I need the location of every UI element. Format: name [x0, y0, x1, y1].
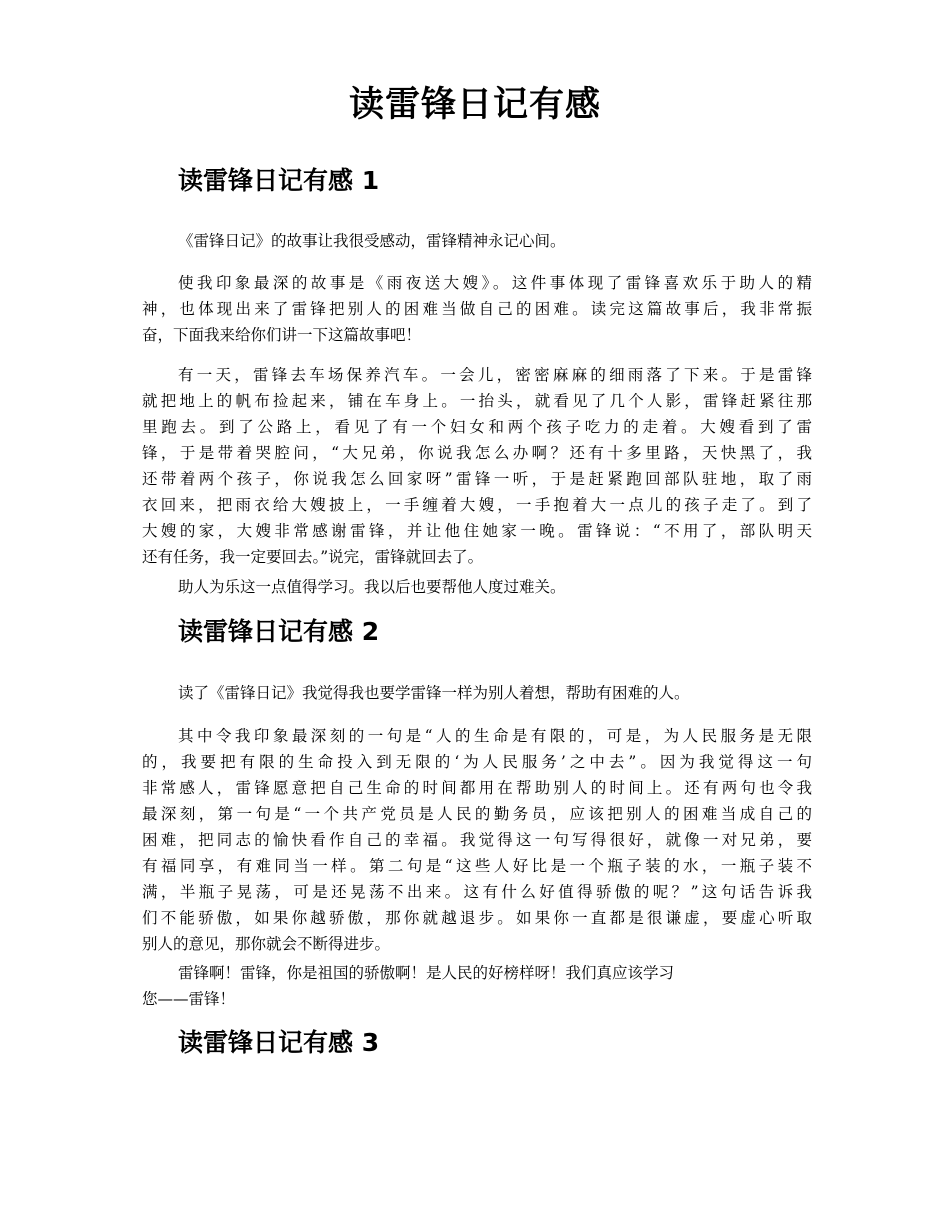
- section-heading-2: 读雷锋日记有感 2: [178, 617, 380, 646]
- paragraph-line: 其中令我印象最深刻的一句是“人的生命是有限的，可是，为人民服务是无限: [178, 727, 812, 745]
- paragraph-line: 助人为乐这一点值得学习。我以后也要帮他人度过难关。: [178, 578, 566, 596]
- paragraph: [142, 270, 812, 348]
- paragraph-line: 非常感人，雷锋愿意把自己生命的时间都用在帮助别人的时间上。还有两句也令我: [142, 779, 812, 797]
- paragraph-line: 使我印象最深的故事是《雨夜送大嫂》。这件事体现了雷锋喜欢乐于助人的精: [178, 274, 812, 292]
- paragraph-line: 还有任务，我一定要回去。”说完，雷锋就回去了。: [142, 548, 484, 566]
- paragraph-line: 里跑去。到了公路上，看见了有一个妇女和两个孩子吃力的走着。大嫂看到了雷: [142, 418, 812, 436]
- section-heading-3: 读雷锋日记有感 3: [178, 1028, 380, 1057]
- paragraph-line: 雷锋啊！雷锋，你是祖国的骄傲啊！是人民的好榜样呀！我们真应该学习: [178, 964, 675, 982]
- paragraph-line: 《雷锋日记》的故事让我很受感动，雷锋精神永记心间。: [178, 232, 566, 250]
- paragraph: [142, 680, 812, 706]
- paragraph: [142, 362, 812, 570]
- paragraph-line: 读了《雷锋日记》我觉得我也要学雷锋一样为别人着想，帮助有困难的人。: [178, 684, 690, 702]
- paragraph-line: 神，也体现出来了雷锋把别人的困难当做自己的困难。读完这篇故事后，我非常振: [142, 300, 812, 318]
- paragraph-line: 您——雷锋！: [142, 990, 236, 1008]
- paragraph-line: 别人的意见，那你就会不断得进步。: [142, 935, 391, 953]
- paragraph: [142, 960, 812, 1012]
- paragraph-line: 最深刻，第一句是“一个共产党员是人民的勤务员，应该把别人的困难当成自己的: [142, 805, 812, 823]
- paragraph-line: 大嫂的家，大嫂非常感谢雷锋，并让他住她家一晚。雷锋说：“不用了，部队明天: [142, 522, 812, 540]
- paragraph: [142, 228, 812, 254]
- paragraph-line: 们不能骄傲，如果你越骄傲，那你就越退步。如果你一直都是很谦虚，要虚心听取: [142, 909, 812, 927]
- section-heading-1: 读雷锋日记有感 1: [178, 166, 380, 195]
- paragraph-line: 有福同享，有难同当一样。第二句是“这些人好比是一个瓶子装的水，一瓶子装不: [142, 857, 812, 875]
- paragraph-line: 锋，于是带着哭腔问，“大兄弟，你说我怎么办啊？还有十多里路，天快黑了，我: [142, 444, 812, 462]
- paragraph-line: 衣回来，把雨衣给大嫂披上，一手缠着大嫂，一手抱着大一点儿的孩子走了。到了: [142, 496, 812, 514]
- paragraph-line: 有一天，雷锋去车场保养汽车。一会儿，密密麻麻的细雨落了下来。于是雷锋: [178, 366, 812, 384]
- paragraph: [142, 723, 812, 957]
- paragraph-line: 困难，把同志的愉快看作自己的幸福。我觉得这一句写得很好，就像一对兄弟，要: [142, 831, 812, 849]
- paragraph-line: 的，我要把有限的生命投入到无限的‘为人民服务’之中去”。因为我觉得这一句: [142, 753, 812, 771]
- paragraph-line: 还带着两个孩子，你说我怎么回家呀”雷锋一听，于是赶紧跑回部队驻地，取了雨: [142, 470, 812, 488]
- paragraph-line: 就把地上的帆布捡起来，铺在车身上。一抬头，就看见了几个人影，雷锋赶紧往那: [142, 392, 812, 410]
- document-title: 读雷锋日记有感: [348, 85, 601, 125]
- paragraph: [142, 574, 812, 600]
- paragraph-line: 满，半瓶子晃荡，可是还晃荡不出来。这有什么好值得骄傲的呢？”这句话告诉我: [142, 883, 812, 901]
- paragraph-line: 奋，下面我来给你们讲一下这篇故事吧！: [142, 326, 422, 344]
